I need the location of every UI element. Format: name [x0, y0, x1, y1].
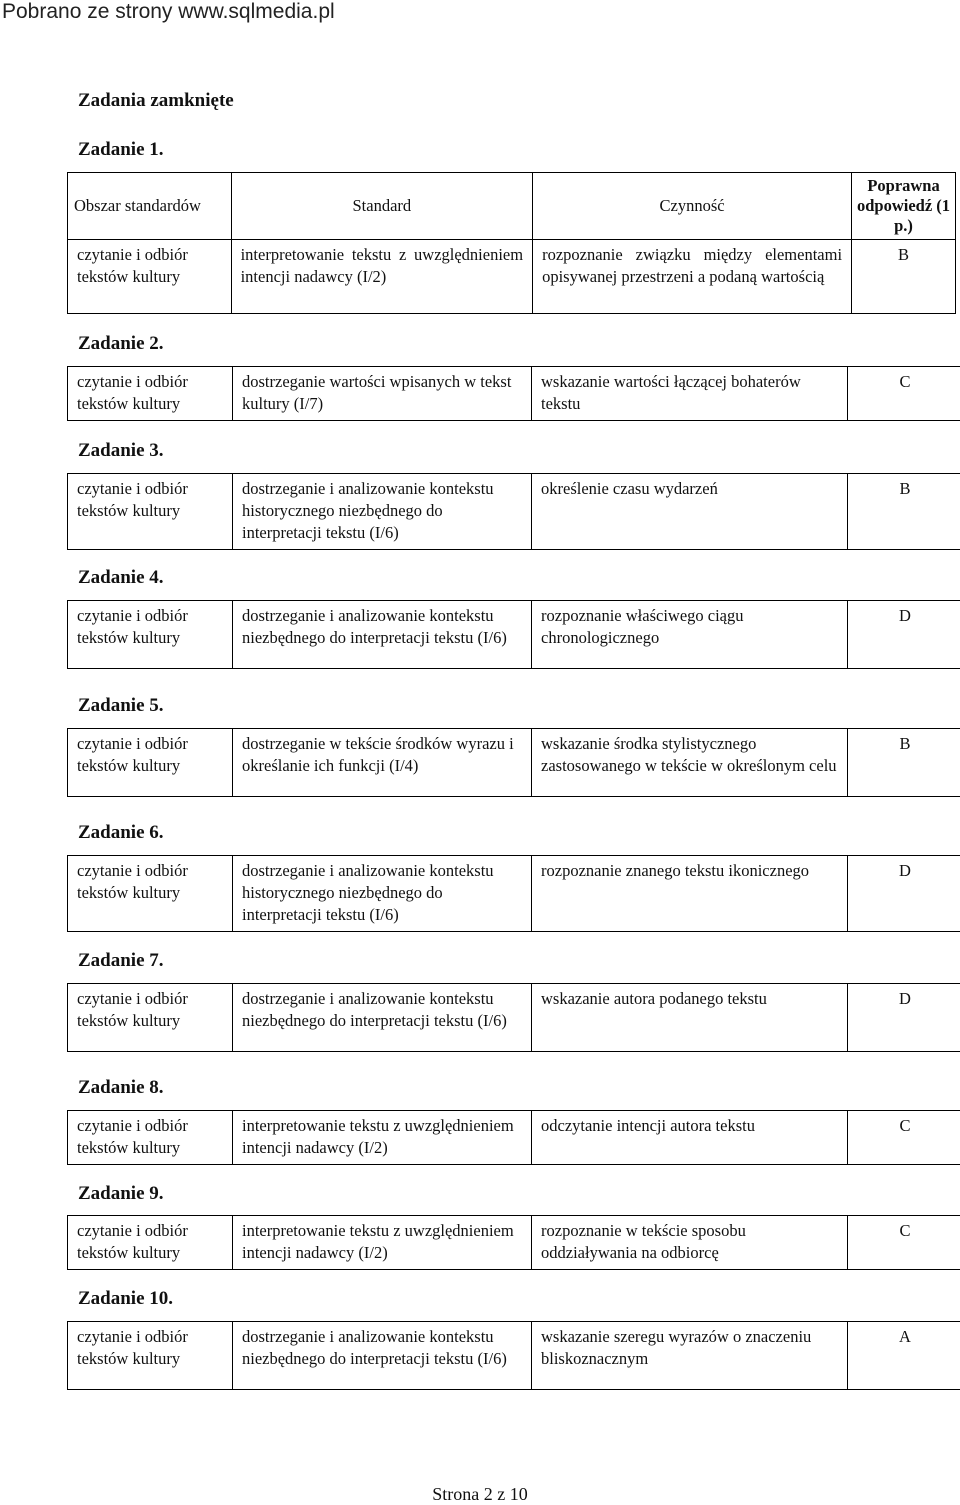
- standard-cell: interpretowanie tekstu z uwzględnieniem intencji nadawcy (I/2): [233, 1111, 532, 1165]
- area-cell: czytanie i odbiór tekstów kultury: [68, 367, 233, 421]
- table-row: [68, 729, 960, 797]
- table-row: [68, 240, 956, 314]
- watermark-text: Pobrano ze strony www.sqlmedia.pl: [2, 0, 335, 23]
- activity-cell: wskazanie środka stylistycznego zastosowanego w tekście w określonym celu: [532, 729, 848, 797]
- task-2-label: Zadanie 2.: [78, 333, 164, 354]
- table-row: [68, 856, 960, 932]
- activity-cell: odczytanie intencji autora tekstu: [532, 1111, 848, 1165]
- task-1-table: [67, 172, 956, 314]
- task-9-label: Zadanie 9.: [78, 1183, 164, 1204]
- task-6-table: [67, 855, 960, 932]
- answer-cell: C: [848, 367, 960, 421]
- table-row: [68, 984, 960, 1052]
- task-8-table: [67, 1110, 960, 1165]
- activity-cell: wskazanie szeregu wyrazów o znaczeniu bliskoznacznym: [532, 1322, 848, 1390]
- table-row: [68, 367, 960, 421]
- area-cell: czytanie i odbiór tekstów kultury: [68, 474, 233, 550]
- header-answer: Poprawna odpowiedź (1 p.): [852, 173, 956, 240]
- answer-cell: C: [848, 1111, 960, 1165]
- section-title: Zadania zamknięte: [78, 90, 234, 111]
- activity-cell: wskazanie wartości łączącej bohaterów tekstu: [532, 367, 848, 421]
- answer-cell: D: [848, 984, 960, 1052]
- activity-cell: rozpoznanie właściwego ciągu chronologicznego: [532, 601, 848, 669]
- area-cell: czytanie i odbiór tekstów kultury: [68, 240, 232, 314]
- answer-cell: B: [848, 729, 960, 797]
- answer-cell: D: [848, 856, 960, 932]
- task-5-table: [67, 728, 960, 797]
- standard-cell: dostrzeganie wartości wpisanych w tekst kultury (I/7): [233, 367, 532, 421]
- table-row: [68, 601, 960, 669]
- task-4-label: Zadanie 4.: [78, 567, 164, 588]
- standard-cell: dostrzeganie w tekście środków wyrazu i określanie ich funkcji (I/4): [233, 729, 532, 797]
- area-cell: czytanie i odbiór tekstów kultury: [68, 1322, 233, 1390]
- table-row: [68, 1111, 960, 1165]
- task-4-table: [67, 600, 960, 669]
- table-row: [68, 474, 960, 550]
- table-header-row: [68, 173, 956, 240]
- answer-cell: B: [852, 240, 956, 314]
- standard-cell: interpretowanie tekstu z uwzględnieniem intencji nadawcy (I/2): [231, 240, 532, 314]
- activity-cell: określenie czasu wydarzeń: [532, 474, 848, 550]
- standard-cell: dostrzeganie i analizowanie kontekstu niezbędnego do interpretacji tekstu (I/6): [233, 601, 532, 669]
- activity-cell: wskazanie autora podanego tekstu: [532, 984, 848, 1052]
- standard-cell: dostrzeganie i analizowanie kontekstu historycznego niezbędnego do interpretacji tekstu (I/6): [233, 474, 532, 550]
- answer-cell: C: [848, 1216, 960, 1270]
- area-cell: czytanie i odbiór tekstów kultury: [68, 1216, 233, 1270]
- standard-cell: dostrzeganie i analizowanie kontekstu niezbędnego do interpretacji tekstu (I/6): [233, 1322, 532, 1390]
- activity-cell: rozpoznanie związku między elementami opisywanej przestrzeni a podaną wartością: [533, 240, 852, 314]
- answer-cell: B: [848, 474, 960, 550]
- answer-cell: D: [848, 601, 960, 669]
- task-3-label: Zadanie 3.: [78, 440, 164, 461]
- task-3-table: [67, 473, 960, 550]
- standard-cell: dostrzeganie i analizowanie kontekstu historycznego niezbędnego do interpretacji tekstu (I/6): [233, 856, 532, 932]
- task-5-label: Zadanie 5.: [78, 695, 164, 716]
- task-7-label: Zadanie 7.: [78, 950, 164, 971]
- activity-cell: rozpoznanie znanego tekstu ikonicznego: [532, 856, 848, 932]
- task-9-table: [67, 1215, 960, 1270]
- area-cell: czytanie i odbiór tekstów kultury: [68, 601, 233, 669]
- task-10-label: Zadanie 10.: [78, 1288, 174, 1309]
- table-row: [68, 1322, 960, 1390]
- area-cell: czytanie i odbiór tekstów kultury: [68, 984, 233, 1052]
- area-cell: czytanie i odbiór tekstów kultury: [68, 729, 233, 797]
- table-row: [68, 1216, 960, 1270]
- task-1-label: Zadanie 1.: [78, 139, 164, 160]
- header-activity: Czynność: [533, 173, 852, 240]
- page-number: Strona 2 z 10: [432, 1484, 528, 1504]
- task-2-table: [67, 366, 960, 421]
- task-8-label: Zadanie 8.: [78, 1077, 164, 1098]
- area-cell: czytanie i odbiór tekstów kultury: [68, 1111, 233, 1165]
- task-6-label: Zadanie 6.: [78, 822, 164, 843]
- activity-cell: rozpoznanie w tekście sposobu oddziaływania na odbiorcę: [532, 1216, 848, 1270]
- header-standard: Standard: [231, 173, 532, 240]
- answer-cell: A: [848, 1322, 960, 1390]
- standard-cell: interpretowanie tekstu z uwzględnieniem intencji nadawcy (I/2): [233, 1216, 532, 1270]
- area-cell: czytanie i odbiór tekstów kultury: [68, 856, 233, 932]
- task-10-table: [67, 1321, 960, 1390]
- task-7-table: [67, 983, 960, 1052]
- standard-cell: dostrzeganie i analizowanie kontekstu niezbędnego do interpretacji tekstu (I/6): [233, 984, 532, 1052]
- header-area: Obszar standardów: [68, 173, 232, 240]
